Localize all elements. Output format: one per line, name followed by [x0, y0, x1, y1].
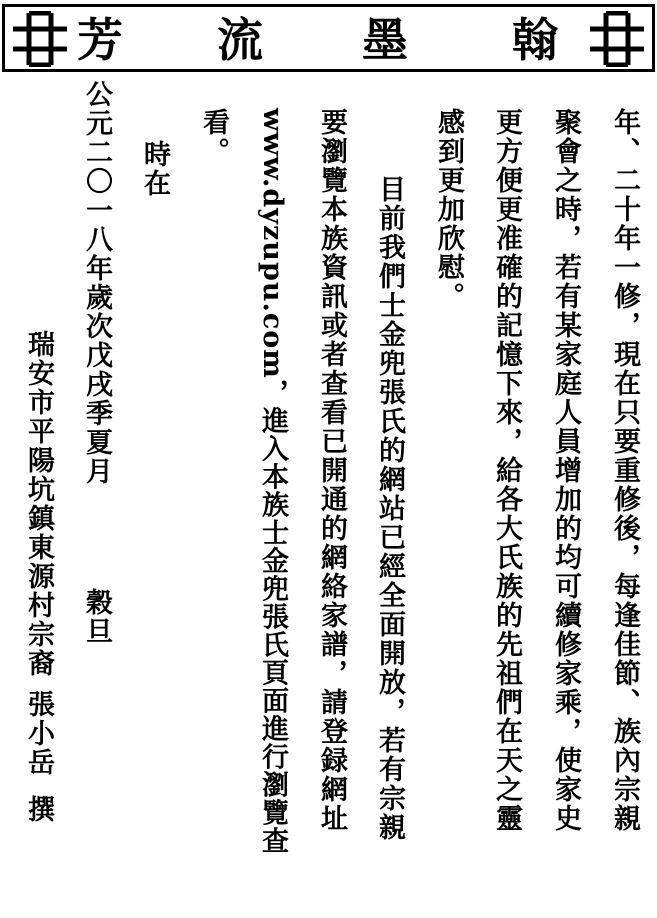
body-column-8: 看。 [198, 108, 229, 166]
fret-ornament-right-icon [588, 11, 646, 67]
title-char-4: 芳 [77, 13, 123, 67]
signature-date: 公元二〇一八年歲次戊戌季夏月 [81, 80, 112, 486]
signature-gudan: 穀旦 [81, 588, 112, 646]
body-column-2: 聚會之時，若有某家庭人員增加的均可續修家乘，使家史 [550, 108, 581, 833]
fret-ornament-left-icon [11, 11, 69, 67]
title-char-3: 流 [217, 13, 263, 67]
body-column-7-rest: ，進入本族士金兜張氏頁面進行瀏覽查 [257, 378, 288, 855]
body-column-3: 更方便更准確的記憶下來，給各大氏族的先祖們在天之靈 [491, 108, 522, 833]
title-char-2: 墨 [362, 13, 408, 67]
header-banner [2, 4, 655, 72]
author-name: 張小岳 [23, 690, 54, 777]
author-verb: 撰 [23, 795, 54, 824]
body-column-6: 要瀏覽本族資訊或者查看已開通的網絡家譜，請登録網址 [316, 108, 347, 833]
body-column-4: 感到更加欣慰。 [433, 108, 464, 311]
author-place: 瑞安市平陽坑鎮東源村宗裔 [23, 330, 54, 678]
website-url[interactable]: www.dyzupu.com [257, 108, 288, 379]
body-column-7 [252, 108, 292, 855]
title-char-1: 翰 [512, 13, 558, 67]
signature-author [18, 330, 58, 824]
signature-shizai: 時在 [139, 140, 170, 198]
body-column-5: 目前我們士金兜張氏的網站已經全面開放，若有宗親 [374, 175, 405, 842]
body-column-1: 年、二十年一修，現在只要重修後，每逢佳節、族內宗親 [609, 108, 640, 833]
